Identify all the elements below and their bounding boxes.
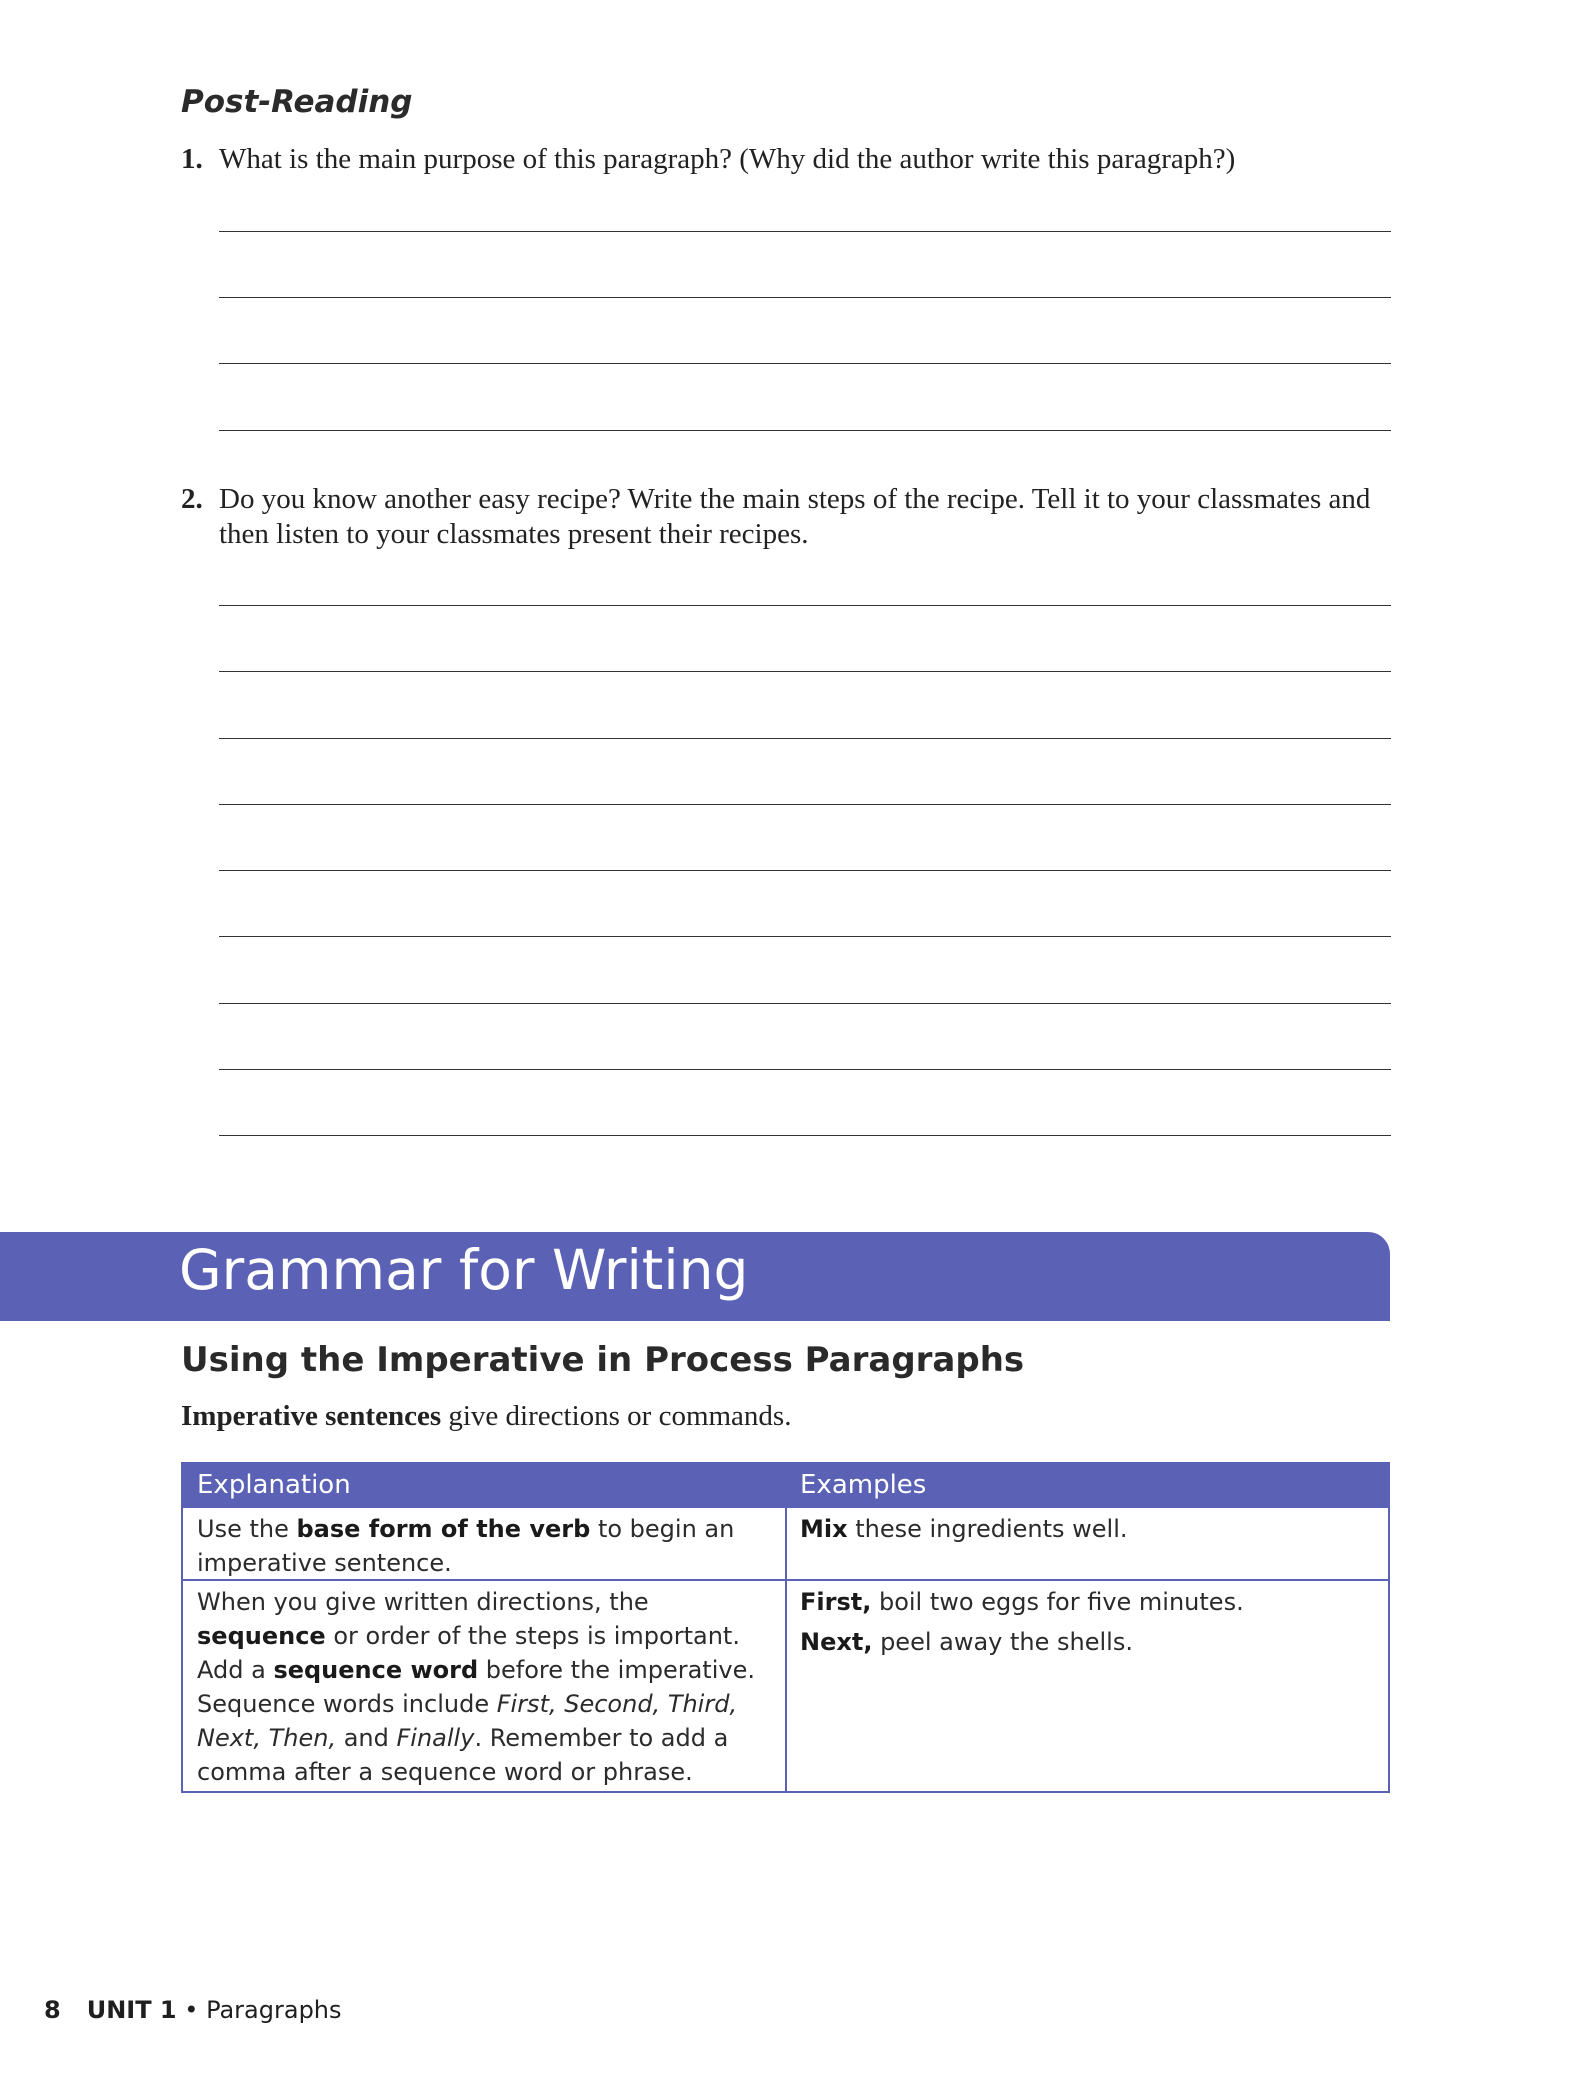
bold-term: Mix [800, 1515, 848, 1543]
answer-line[interactable] [219, 671, 1391, 672]
answer-line[interactable] [219, 804, 1391, 805]
answer-line[interactable] [219, 1135, 1391, 1136]
text-run: and [336, 1724, 397, 1752]
bold-term: sequence word [273, 1656, 479, 1684]
unit-title: Paragraphs [206, 1996, 342, 2024]
question-1-number: 1. [181, 143, 203, 175]
question-2-text: Do you know another easy recipe? Write the main steps of the recipe. Tell it to your classmates and then listen to your classmates present their recipes. [219, 483, 1371, 550]
text-run: . Remember to add a comma after a sequence word or phrase. [197, 1724, 729, 1786]
page-number: 8 [44, 1996, 61, 2024]
answer-line[interactable] [219, 936, 1391, 937]
answer-line[interactable] [219, 297, 1391, 298]
text-run: to begin an imperative sentence. [197, 1515, 735, 1577]
text-run: these ingredients well. [847, 1515, 1128, 1543]
intro-bold-term: Imperative sentences [181, 1400, 442, 1432]
text-run: Use the [197, 1515, 297, 1543]
intro-text [181, 1400, 791, 1433]
italic-term: First, Second, Third, Next, Then, [197, 1690, 738, 1752]
text-run: before the imperative. Sequence words include [197, 1656, 755, 1718]
page-footer [44, 1996, 342, 2024]
text-run: or order of the steps is important. Add a [197, 1622, 740, 1684]
question-2 [181, 482, 1401, 558]
grammar-banner [0, 1232, 1390, 1321]
unit-label: UNIT 1 [86, 1996, 177, 2024]
row1-example [800, 1512, 1380, 1546]
intro-rest: give directions or commands. [441, 1400, 792, 1432]
answer-line[interactable] [219, 231, 1391, 232]
column-divider [785, 1464, 787, 1791]
answer-line[interactable] [219, 430, 1391, 431]
text-run: boil two eggs for five minutes. [871, 1588, 1244, 1616]
question-2-number: 2. [181, 483, 203, 515]
answer-line[interactable] [219, 605, 1391, 606]
question-1 [181, 142, 1401, 182]
text-run: When you give written directions, the [197, 1588, 649, 1616]
bold-term: Next, [800, 1628, 873, 1656]
section-title: Using the Imperative in Process Paragraphs [181, 1340, 1025, 1380]
bullet: • [184, 1996, 199, 2024]
answer-line[interactable] [219, 1003, 1391, 1004]
row2-explanation [197, 1585, 772, 1789]
row1-explanation [197, 1512, 772, 1580]
answer-line[interactable] [219, 1069, 1391, 1070]
banner-title: Grammar for Writing [179, 1238, 749, 1302]
bold-term: base form of the verb [296, 1515, 591, 1543]
bold-term: sequence [197, 1622, 326, 1650]
header-explanation: Explanation [197, 1470, 351, 1500]
italic-term: Finally [396, 1724, 475, 1752]
answer-line[interactable] [219, 870, 1391, 871]
bold-term: First, [800, 1588, 872, 1616]
grammar-table [181, 1462, 1390, 1793]
question-1-text: What is the main purpose of this paragraph? (Why did the author write this paragraph?) [219, 143, 1236, 175]
answer-line[interactable] [219, 738, 1391, 739]
answer-line[interactable] [219, 363, 1391, 364]
example-line-2 [800, 1625, 1380, 1659]
text-run: peel away the shells. [872, 1628, 1133, 1656]
post-reading-heading: Post-Reading [181, 84, 413, 120]
header-examples: Examples [800, 1470, 927, 1500]
row2-examples [800, 1585, 1380, 1659]
example-line-1 [800, 1585, 1380, 1619]
